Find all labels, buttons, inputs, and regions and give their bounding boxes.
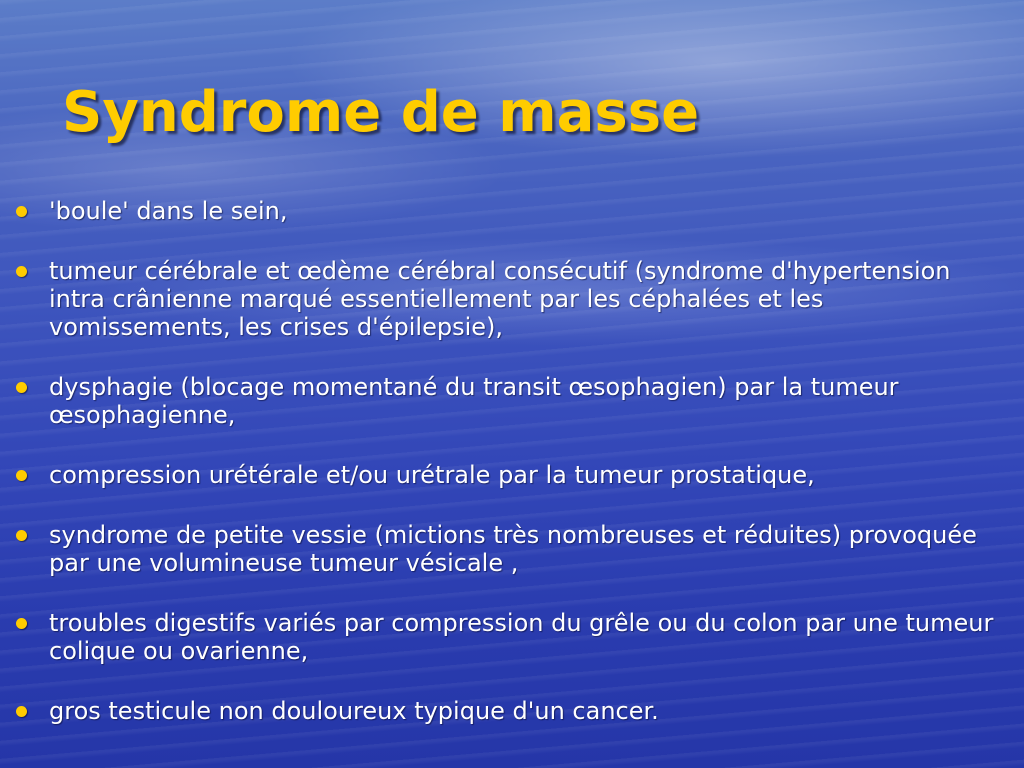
list-item xyxy=(12,521,1012,577)
bullet-text: troubles digestifs variés par compression du grêle ou du colon par une tumeur colique ou ovarienne, xyxy=(49,609,994,665)
bullet-text: dysphagie (blocage momentané du transit œsophagien) par la tumeur œsophagienne, xyxy=(49,373,899,429)
bullet-list xyxy=(12,197,1012,725)
bullet-dot-icon xyxy=(16,530,27,541)
list-item xyxy=(12,373,1012,429)
bullet-text: tumeur cérébrale et œdème cérébral consécutif (syndrome d'hypertension intra crânienne marqué essentiellement par les céphalées et les vomissements, les crises d'épilepsie), xyxy=(49,257,951,341)
bullet-text: syndrome de petite vessie (mictions très nombreuses et réduites) provoquée par une volumineuse tumeur vésicale , xyxy=(49,521,977,577)
bullet-dot-icon xyxy=(16,706,27,717)
slide-title: Syndrome de masse xyxy=(62,80,700,145)
list-item xyxy=(12,461,1012,489)
bullet-dot-icon xyxy=(16,382,27,393)
bullet-dot-icon xyxy=(16,206,27,217)
bullet-text: gros testicule non douloureux typique d'un cancer. xyxy=(49,697,659,725)
bullet-text: 'boule' dans le sein, xyxy=(49,197,288,225)
bullet-text: compression urétérale et/ou urétrale par la tumeur prostatique, xyxy=(49,461,815,489)
list-item xyxy=(12,197,1012,225)
bullet-dot-icon xyxy=(16,618,27,629)
list-item xyxy=(12,257,1012,341)
bullet-dot-icon xyxy=(16,470,27,481)
list-item xyxy=(12,609,1012,665)
bullet-dot-icon xyxy=(16,266,27,277)
list-item xyxy=(12,697,1012,725)
